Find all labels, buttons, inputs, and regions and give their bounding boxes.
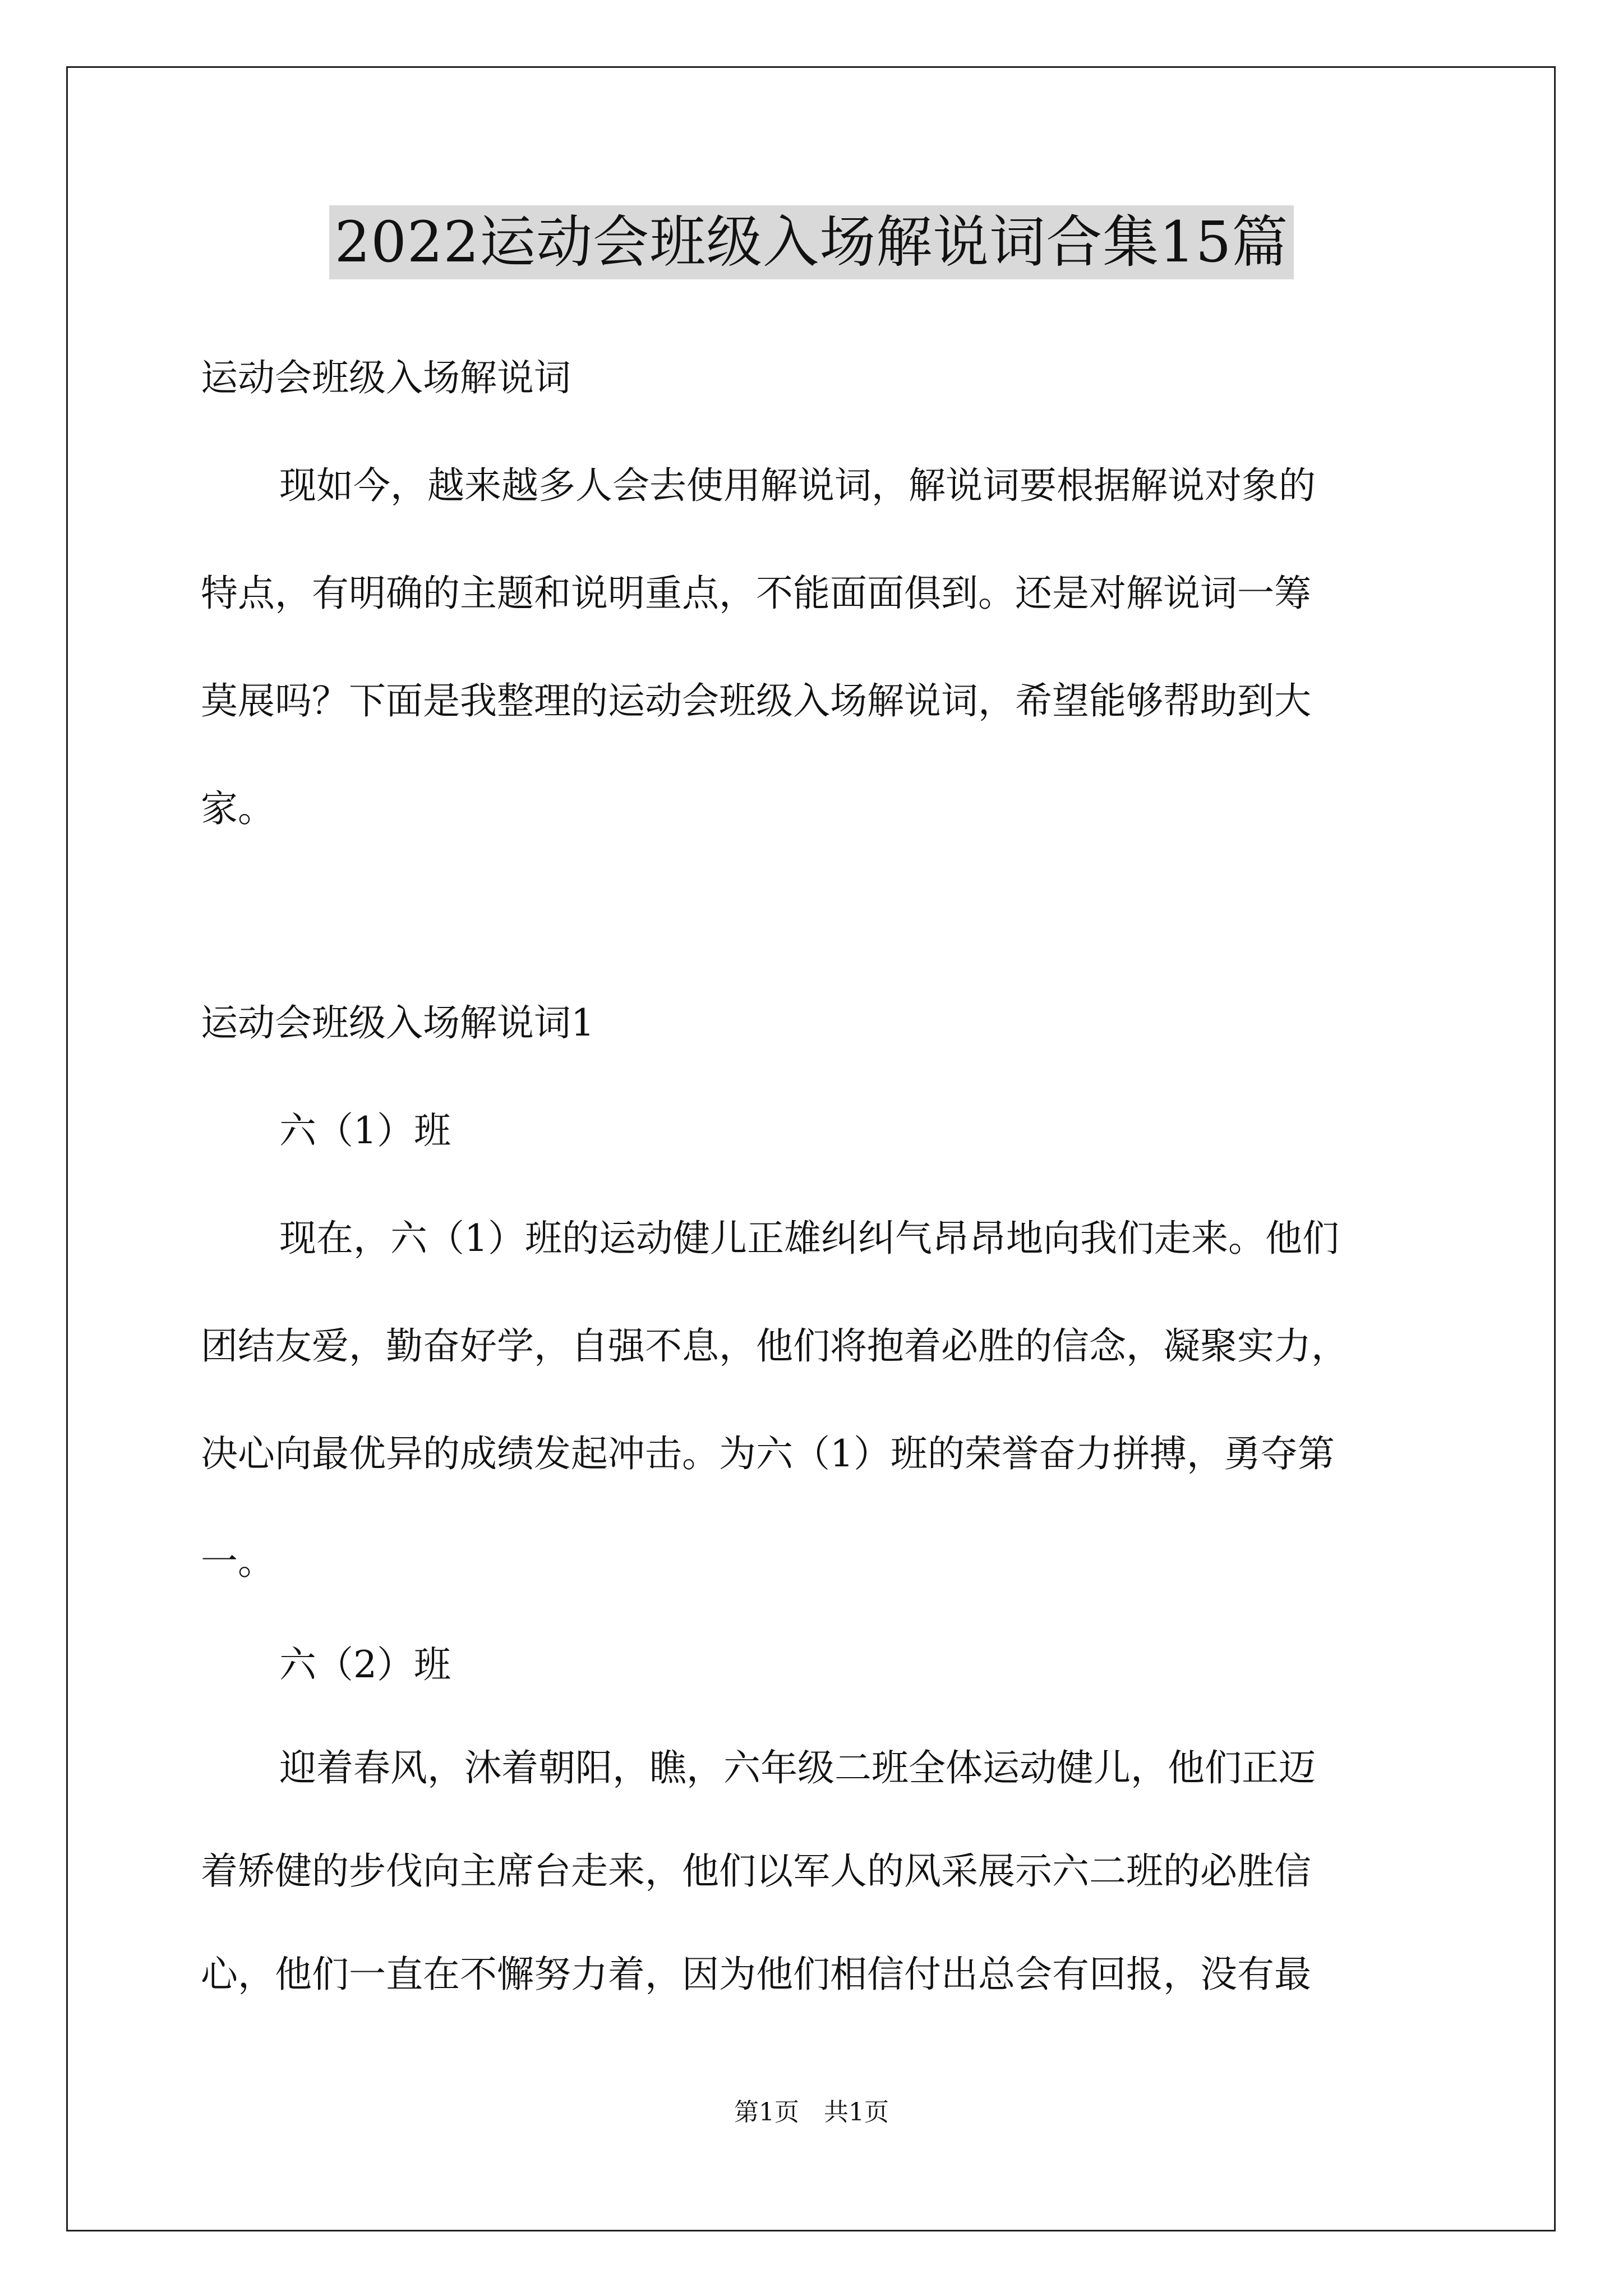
paragraph-line: 莫展吗？下面是我整理的运动会班级入场解说词，希望能够帮助到大 [201,679,1311,723]
section-heading: 运动会班级入场解说词1 [201,1001,594,1045]
paragraph-line: 决心向最优异的成绩发起冲击。为六（1）班的荣誉奋力拼搏，勇夺第 [201,1432,1335,1475]
page-footer: 第1页 共1页 [734,2098,889,2127]
paragraph-line: 特点，有明确的主题和说明重点，不能面面俱到。还是对解说词一筹 [201,572,1311,615]
paragraph-line: 团结友爱，勤奋好学，自强不息，他们将抱着必胜的信念，凝聚实力， [201,1324,1348,1368]
title-container [0,205,1623,279]
document-title: 2022运动会班级入场解说词合集15篇 [329,205,1294,279]
paragraph-line: 着矫健的步伐向主席台走来，他们以军人的风采展示六二班的必胜信 [201,1849,1311,1893]
paragraph-line: 现在，六（1）班的运动健儿正雄纠纠气昂昂地向我们走来。他们 [279,1217,1339,1260]
section-heading: 运动会班级入场解说词 [201,356,571,399]
paragraph-line: 家。 [201,787,275,830]
class-heading: 六（1）班 [279,1109,451,1152]
paragraph-line: 心，他们一直在不懈努力着，因为他们相信付出总会有回报，没有最 [201,1953,1311,1996]
paragraph-line: 迎着春风，沐着朝阳，瞧，六年级二班全体运动健儿，他们正迈 [279,1746,1316,1789]
paragraph-line: 一。 [201,1540,275,1583]
paragraph-line: 现如今，越来越多人会去使用解说词，解说词要根据解说对象的 [279,464,1316,507]
class-heading: 六（2）班 [279,1643,451,1686]
